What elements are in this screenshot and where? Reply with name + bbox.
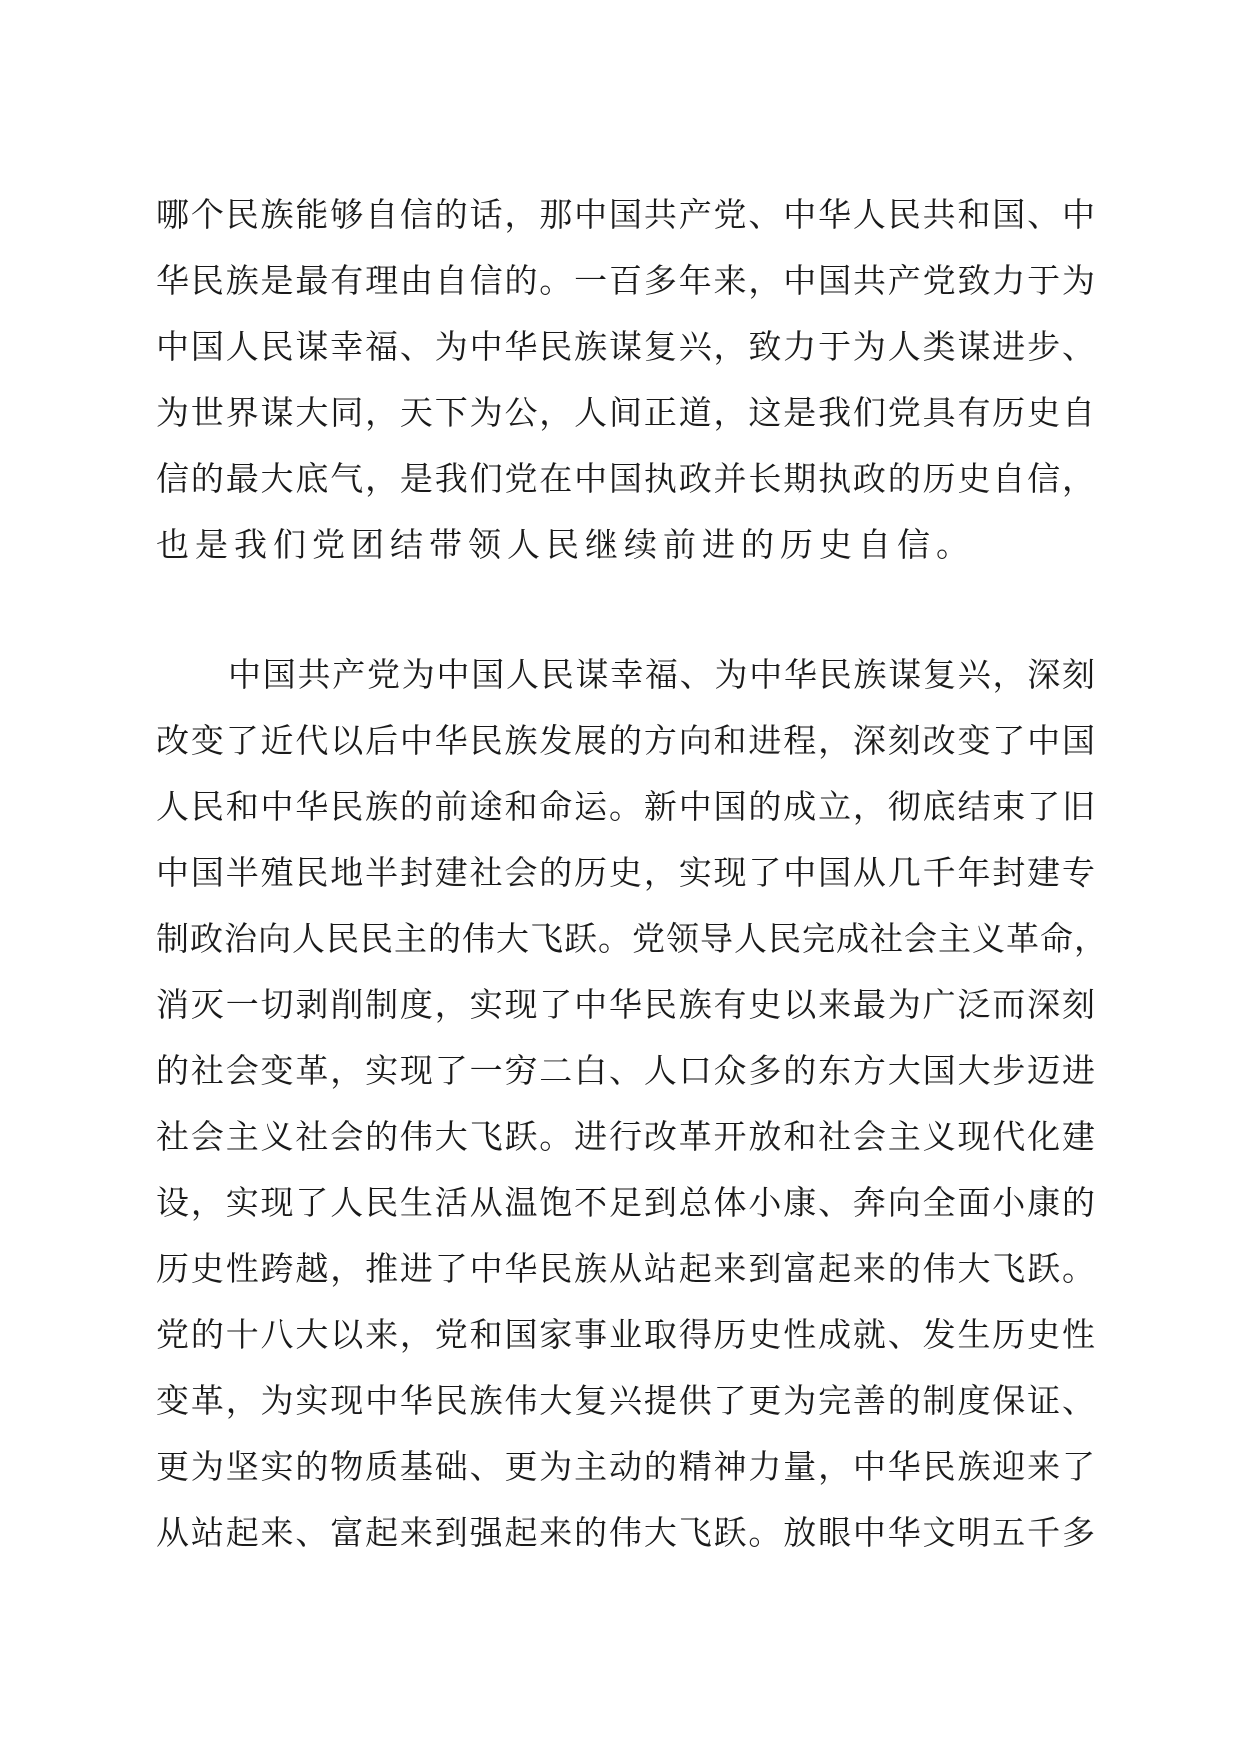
paragraph-2-line-10: 历史性跨越，推进了中华民族从站起来到富起来的伟大飞跃。 bbox=[156, 1249, 1096, 1288]
paragraph-1-line-6: 也是我们党团结带领人民继续前进的历史自信。 bbox=[156, 525, 975, 564]
paragraph-1-line-2: 华民族是最有理由自信的。一百多年来，中国共产党致力于为 bbox=[156, 261, 1096, 300]
paragraph-2-line-8: 社会主义社会的伟大飞跃。进行改革开放和社会主义现代化建 bbox=[156, 1117, 1096, 1156]
paragraph-2-line-11: 党的十八大以来，党和国家事业取得历史性成就、发生历史性 bbox=[156, 1315, 1096, 1354]
paragraph-2-line-12: 变革，为实现中华民族伟大复兴提供了更为完善的制度保证、 bbox=[156, 1381, 1096, 1420]
paragraph-1-line-1: 哪个民族能够自信的话，那中国共产党、中华人民共和国、中 bbox=[156, 195, 1096, 234]
paragraph-1-line-4: 为世界谋大同，天下为公，人间正道，这是我们党具有历史自 bbox=[156, 393, 1096, 432]
paragraph-2-line-13: 更为坚实的物质基础、更为主动的精神力量，中华民族迎来了 bbox=[156, 1447, 1096, 1486]
paragraph-1-line-3: 中国人民谋幸福、为中华民族谋复兴，致力于为人类谋进步、 bbox=[156, 327, 1096, 366]
paragraph-2-line-6: 消灭一切剥削制度，实现了中华民族有史以来最为广泛而深刻 bbox=[156, 985, 1096, 1024]
paragraph-2-line-14: 从站起来、富起来到强起来的伟大飞跃。放眼中华文明五千多 bbox=[156, 1513, 1096, 1552]
paragraph-2-line-9: 设，实现了人民生活从温饱不足到总体小康、奔向全面小康的 bbox=[156, 1183, 1096, 1222]
paragraph-2-line-7: 的社会变革，实现了一穷二白、人口众多的东方大国大步迈进 bbox=[156, 1051, 1096, 1090]
paragraph-2-line-2: 改变了近代以后中华民族发展的方向和进程，深刻改变了中国 bbox=[156, 721, 1096, 760]
paragraph-2-line-5: 制政治向人民民主的伟大飞跃。党领导人民完成社会主义革命， bbox=[156, 919, 1108, 958]
paragraph-2-line-1: 中国共产党为中国人民谋幸福、为中华民族谋复兴，深刻 bbox=[228, 655, 1096, 694]
paragraph-1-line-5: 信的最大底气，是我们党在中国执政并长期执政的历史自信， bbox=[156, 459, 1096, 498]
paragraph-2-line-4: 中国半殖民地半封建社会的历史，实现了中国从几千年封建专 bbox=[156, 853, 1096, 892]
paragraph-2-line-3: 人民和中华民族的前途和命运。新中国的成立，彻底结束了旧 bbox=[156, 787, 1096, 826]
